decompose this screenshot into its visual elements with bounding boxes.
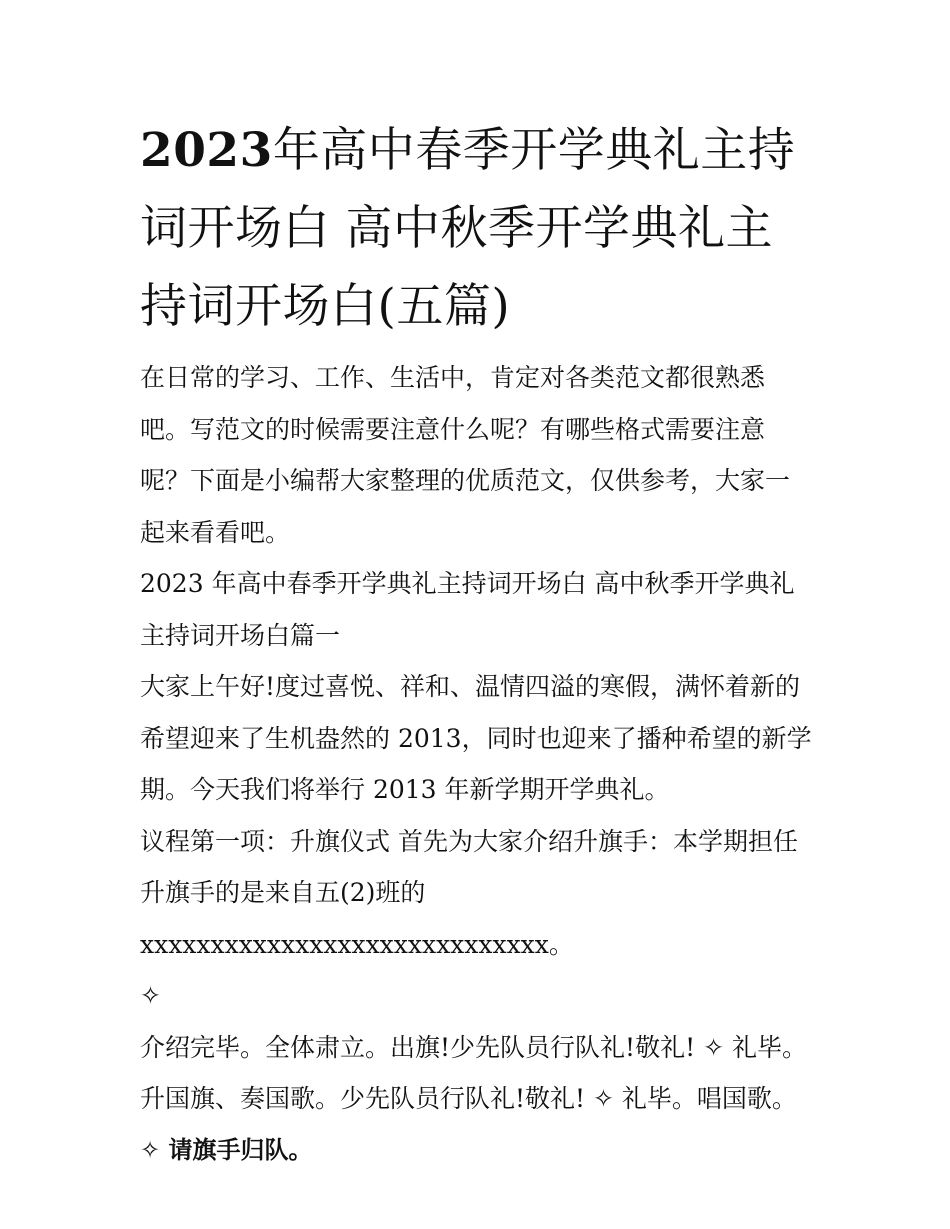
sparkle-line: ✧ [140, 981, 161, 1010]
ceremony-paragraph: 介绍完毕。全体肃立。出旗!少先队员行队礼!敬礼! ✧ 礼毕。升国旗、奏国歌。少先队员行队礼!敬礼! ✧ 礼毕。唱国歌。 [140, 1032, 807, 1113]
title-text: 年高中春季开学典礼主持词开场白 高中秋季开学典礼主持词开场白(五篇) [140, 123, 796, 334]
greeting-paragraph: 大家上午好!度过喜悦、祥和、温情四溢的寒假，满怀着新的希望迎来了生机盎然的 2013，同时也迎来了播种希望的新学期。今天我们将举行 2013 年新学期开学典礼。 [140, 672, 812, 804]
flag-bearer-return-line: ✧ 请旗手归队。 [140, 1135, 313, 1164]
document-title [140, 112, 812, 346]
section-heading: 2023 年高中春季开学典礼主持词开场白 高中秋季开学典礼主持词开场白篇一 [140, 569, 795, 650]
agenda-paragraph: 议程第一项：升旗仪式 首先为大家介绍升旗手：本学期担任升旗手的是来自五(2)班的 xxxxxxxxxxxxxxxxxxxxxxxxxxxxx。 [140, 826, 798, 959]
title-year: 2023 [140, 123, 273, 178]
document-page [140, 112, 812, 1176]
intro-paragraph: 在日常的学习、工作、生活中，肯定对各类范文都很熟悉吧。写范文的时候需要注意什么呢？有哪些格式需要注意呢？下面是小编帮大家整理的优质范文，仅供参考，大家一起来看看吧。 [140, 363, 791, 547]
